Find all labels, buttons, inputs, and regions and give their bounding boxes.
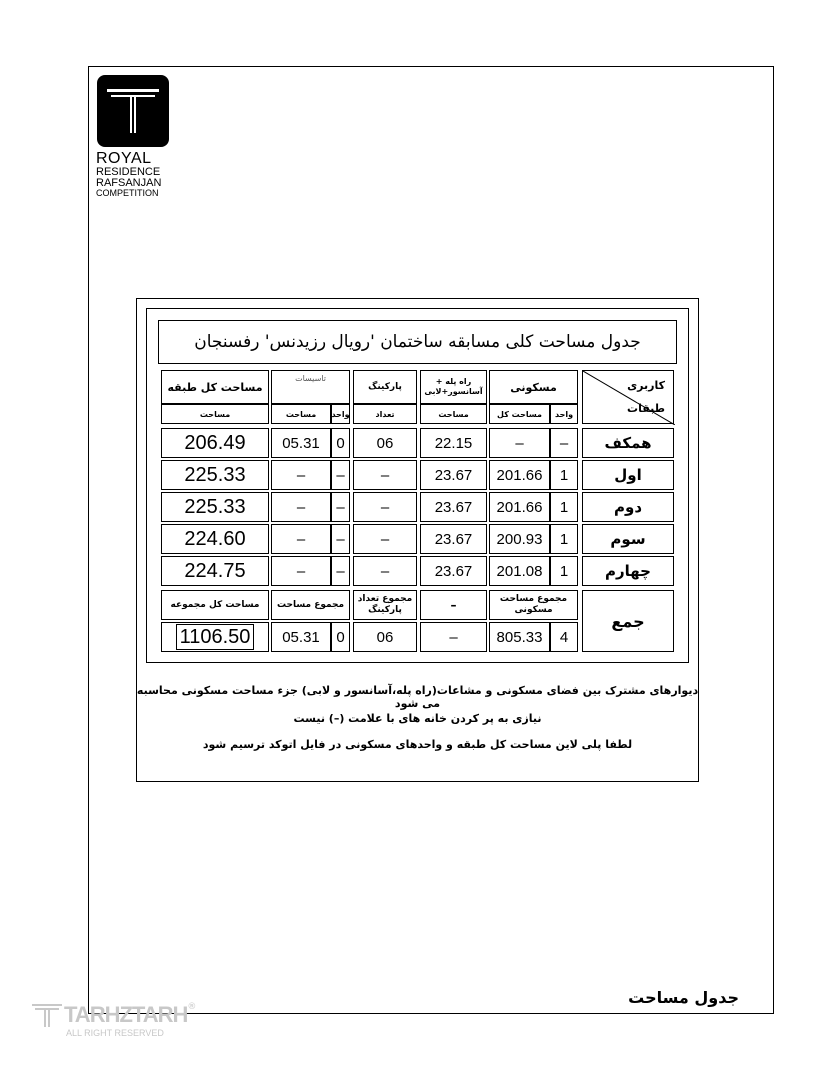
row-1-res-unit: 1: [550, 460, 578, 490]
note-1: دیوارهای مشترک بین فضای مسکونی و مشاعات(راه پله،آسانسور و لابی) جزء مساحت مسکونی محاسبه می شود: [136, 684, 699, 710]
row-4-parking: –: [353, 556, 417, 586]
header-fac-area: مساحت: [271, 404, 331, 424]
logo-line-1: ROYAL: [96, 150, 152, 167]
logo-line-3: RAFSANJAN: [96, 177, 162, 189]
row-2-res-area: 201.66: [489, 492, 550, 522]
sum-res-area: 805.33: [489, 622, 550, 652]
logo-emblem: [97, 75, 169, 147]
row-2-res-unit: 1: [550, 492, 578, 522]
sheet-label: جدول مساحت: [628, 988, 739, 1007]
sum-header-residential: مجموع مساحت مسکونی: [489, 590, 578, 620]
header-parking-count: تعداد: [353, 404, 417, 424]
row-4-stair: 23.67: [420, 556, 487, 586]
sum-res-unit: 4: [550, 622, 578, 652]
row-0-res-unit: –: [550, 428, 578, 458]
row-3-fac-unit: –: [331, 524, 350, 554]
row-4-floor: چهارم: [582, 556, 674, 586]
row-0-total: 206.49: [161, 428, 269, 458]
row-2-total: 225.33: [161, 492, 269, 522]
row-1-parking: –: [353, 460, 417, 490]
sum-header-stair: –: [420, 590, 487, 620]
logo-line-2: RESIDENCE: [96, 166, 161, 178]
header-total-area: مساحت: [161, 404, 269, 424]
row-3-res-area: 200.93: [489, 524, 550, 554]
row-1-fac-area: –: [271, 460, 331, 490]
row-4-res-unit: 1: [550, 556, 578, 586]
row-4-fac-unit: –: [331, 556, 350, 586]
sum-header-total: مساحت کل مجموعه: [161, 590, 269, 620]
header-fac-unit: واحد: [331, 404, 350, 424]
header-res-area: مساحت کل: [489, 404, 550, 424]
header-usage: کاربری: [627, 379, 665, 392]
row-3-res-unit: 1: [550, 524, 578, 554]
row-0-stair: 22.15: [420, 428, 487, 458]
row-2-floor: دوم: [582, 492, 674, 522]
logo-line-4: COMPETITION: [96, 188, 159, 198]
row-3-stair: 23.67: [420, 524, 487, 554]
watermark-brand: TARHZTARH: [64, 1002, 188, 1027]
row-3-fac-area: –: [271, 524, 331, 554]
row-2-fac-unit: –: [331, 492, 350, 522]
sum-fac-area: 05.31: [271, 622, 331, 652]
logo-wordmark: [96, 151, 176, 198]
header-residential: مسکونی: [489, 370, 578, 404]
table-title: جدول مساحت کلی مسابقه ساختمان 'رویال رزیدنس' رفسنجان: [194, 332, 641, 352]
sum-label: جمع: [582, 590, 674, 652]
watermark-tagline: ALL RIGHT RESERVED: [66, 1028, 164, 1038]
header-facilities: تاسیسات: [271, 370, 350, 404]
watermark-registered-mark: ®: [187, 1002, 197, 1012]
note-3: لطفا پلی لاین مساحت کل طبقه و واحدهای مسکونی در فایل اتوکد ترسیم شود: [202, 738, 633, 751]
row-2-fac-area: –: [271, 492, 331, 522]
sum-total-cell: [161, 622, 269, 652]
sum-fac-unit: 0: [331, 622, 350, 652]
row-3-parking: –: [353, 524, 417, 554]
header-parking: پارکینگ: [353, 370, 417, 404]
header-stair: راه پله + آسانسور+لابی: [420, 370, 487, 404]
watermark: [30, 1002, 196, 1038]
row-0-floor: همکف: [582, 428, 674, 458]
row-4-fac-area: –: [271, 556, 331, 586]
row-1-fac-unit: –: [331, 460, 350, 490]
row-0-parking: 06: [353, 428, 417, 458]
sum-header-parking: مجموع تعداد پارکینگ: [353, 590, 417, 620]
header-usage-floors: [582, 370, 674, 424]
row-4-total: 224.75: [161, 556, 269, 586]
row-0-fac-unit: 0: [331, 428, 350, 458]
row-3-total: 224.60: [161, 524, 269, 554]
sum-stair: –: [420, 622, 487, 652]
row-2-stair: 23.67: [420, 492, 487, 522]
row-2-parking: –: [353, 492, 417, 522]
table-title-box: [158, 320, 677, 364]
header-total: مساحت کل طبقه: [161, 370, 269, 404]
sum-parking: 06: [353, 622, 417, 652]
row-1-floor: اول: [582, 460, 674, 490]
note-2: نیازی به پر کردن خانه های با علامت (–) نیست: [293, 712, 542, 725]
row-0-fac-area: 05.31: [271, 428, 331, 458]
header-stair-area: مساحت: [420, 404, 487, 424]
sum-header-facilities: مجموع مساحت: [271, 590, 350, 620]
row-3-floor: سوم: [582, 524, 674, 554]
header-res-unit: واحد: [550, 404, 578, 424]
row-0-res-area: –: [489, 428, 550, 458]
watermark-t-icon: [30, 1002, 64, 1028]
row-1-total: 225.33: [161, 460, 269, 490]
row-1-res-area: 201.66: [489, 460, 550, 490]
row-1-stair: 23.67: [420, 460, 487, 490]
sum-total: 1106.50: [176, 624, 255, 650]
t-column-icon: [97, 75, 169, 147]
header-floors: طبقات: [627, 402, 665, 415]
row-4-res-area: 201.08: [489, 556, 550, 586]
